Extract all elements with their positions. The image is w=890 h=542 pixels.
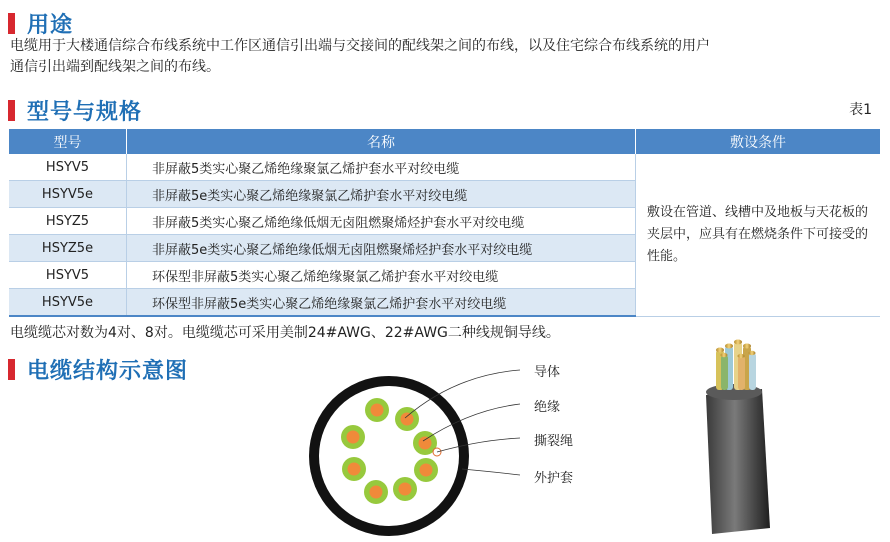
label-conductor: 导体 xyxy=(534,365,561,380)
wire xyxy=(734,342,742,390)
cell-name: 非屏蔽5类实心聚乙烯绝缘低烟无卤阻燃聚烯烃护套水平对绞电缆 xyxy=(127,208,636,235)
table-row xyxy=(9,154,880,181)
wire xyxy=(743,346,751,390)
cell-name: 非屏蔽5类实心聚乙烯绝缘聚氯乙烯护套水平对绞电缆 xyxy=(127,154,636,181)
cell-model: HSYV5 xyxy=(9,262,127,289)
wire xyxy=(716,350,724,390)
cell-model: HSYV5e xyxy=(9,289,127,317)
wire-tip xyxy=(734,340,742,345)
conductor-pairs xyxy=(341,398,438,504)
wire-tip xyxy=(738,354,745,358)
wire xyxy=(749,353,756,390)
label-insulation: 绝缘 xyxy=(534,400,561,415)
leader-conductor xyxy=(405,370,520,418)
table-header-row xyxy=(9,129,880,154)
cable-cross-section xyxy=(309,376,469,536)
cable-jacket xyxy=(706,389,770,534)
section-marker xyxy=(8,359,15,380)
leader-ripcord xyxy=(437,438,520,452)
wire-tip xyxy=(749,351,756,355)
section-marker xyxy=(8,100,15,121)
section-structure-title: 电缆结构示意图 xyxy=(27,359,189,384)
cable-illustration xyxy=(706,340,770,535)
usage-line-1: 电缆用于大楼通信综合布线系统中工作区通信引出端与交接间的配线架之间的布线，以及住宅综合布线系统的用户 xyxy=(10,38,710,54)
header-name: 名称 xyxy=(127,129,636,154)
label-outer-sheath: 外护套 xyxy=(534,471,574,486)
wire-tip xyxy=(721,353,728,357)
cell-model: HSYV5 xyxy=(9,154,127,181)
section-usage-title: 用途 xyxy=(27,13,74,38)
leader-lines xyxy=(405,370,520,475)
usage-line-2: 通信引出端到配线架之间的布线。 xyxy=(10,59,220,75)
wire xyxy=(721,355,728,390)
ripcord xyxy=(433,448,441,456)
table-number: 表1 xyxy=(849,102,872,118)
cell-name: 环保型非屏蔽5e类实心聚乙烯绝缘聚氯乙烯护套水平对绞电缆 xyxy=(127,289,636,317)
section-model-header xyxy=(8,95,142,126)
cell-condition: 敷设在管道、线槽中及地板与天花板的夹层中，应具有在燃烧条件下可接受的性能。 xyxy=(636,154,881,316)
wire xyxy=(725,346,733,390)
jacket-end xyxy=(706,384,762,400)
section-usage-header xyxy=(8,8,73,39)
wire-tip xyxy=(725,344,733,349)
header-model: 型号 xyxy=(9,129,127,154)
outer-sheath-ring xyxy=(309,376,469,536)
section-model-title: 型号与规格 xyxy=(27,100,143,125)
cell-model: HSYZ5 xyxy=(9,208,127,235)
cable-interior xyxy=(319,386,459,526)
cell-name: 非屏蔽5e类实心聚乙烯绝缘低烟无卤阻燃聚烯烃护套水平对绞电缆 xyxy=(127,235,636,262)
section-structure-header xyxy=(8,354,188,385)
label-ripcord: 撕裂绳 xyxy=(534,434,574,449)
wire-tip xyxy=(716,348,724,353)
wire-tip xyxy=(743,344,751,349)
header-condition: 敷设条件 xyxy=(636,129,881,154)
section-marker xyxy=(8,13,15,34)
wire xyxy=(738,356,745,390)
usage-text xyxy=(10,36,710,78)
cell-name: 非屏蔽5e类实心聚乙烯绝缘聚氯乙烯护套水平对绞电缆 xyxy=(127,181,636,208)
cell-model: HSYZ5e xyxy=(9,235,127,262)
leader-sheath xyxy=(462,469,520,475)
cell-model: HSYV5e xyxy=(9,181,127,208)
cell-name: 环保型非屏蔽5类实心聚乙烯绝缘聚氯乙烯护套水平对绞电缆 xyxy=(127,262,636,289)
leader-insulation xyxy=(423,404,520,441)
spec-table xyxy=(9,129,880,317)
core-note: 电缆缆芯对数为4对、8对。电缆缆芯可采用美制24#AWG、22#AWG二种线规铜导线。 xyxy=(10,325,560,341)
